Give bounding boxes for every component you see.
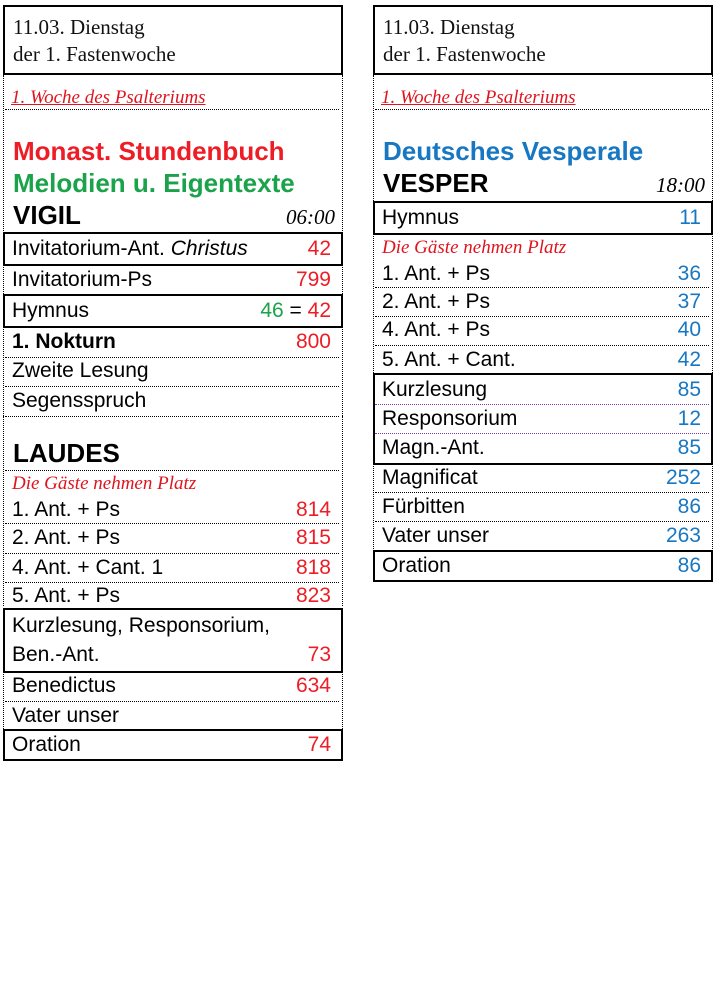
page-number: 86	[677, 554, 701, 577]
item-label: Hymnus	[12, 299, 90, 322]
item-label: 1. Ant. + Ps	[12, 498, 120, 521]
equals-sign: =	[283, 299, 308, 322]
divider	[342, 326, 343, 416]
page-number: 46	[260, 299, 284, 322]
item-label: Segensspruch	[12, 389, 147, 412]
page-number: 12	[677, 407, 701, 430]
divider	[5, 701, 339, 702]
page-number: 11	[679, 206, 701, 229]
divider	[3, 264, 4, 294]
page-number: 42	[677, 348, 701, 371]
divider	[5, 523, 339, 524]
divider	[342, 75, 343, 235]
divider	[373, 463, 374, 553]
source-title: Deutsches Vesperale	[383, 136, 644, 166]
item-label: Vater unser	[12, 704, 119, 727]
divider	[375, 109, 709, 110]
page-number: 634	[295, 674, 331, 697]
page-number: 42	[307, 299, 331, 322]
page-number: 263	[665, 524, 701, 547]
item-label: Benedictus	[12, 674, 116, 697]
item-label: Oration	[382, 554, 451, 577]
source-subtitle: Melodien u. Eigentexte	[13, 168, 295, 198]
page-number: 74	[307, 733, 331, 756]
hour-title-laudes: LAUDES	[13, 438, 120, 468]
psalter-week: 1. Woche des Psalteriums	[11, 87, 206, 108]
hour-title-vesper: VESPER	[383, 168, 489, 198]
divider	[5, 386, 339, 387]
divider	[5, 582, 339, 583]
divider	[712, 233, 713, 373]
divider	[375, 345, 709, 346]
divider	[3, 671, 4, 731]
divider	[342, 671, 343, 731]
item-label: Kurzlesung, Responsorium,	[12, 614, 270, 637]
divider	[373, 75, 374, 203]
date-line: 11.03. Dienstag	[13, 15, 145, 39]
divider	[373, 233, 374, 373]
item-label: Vater unser	[382, 524, 489, 547]
item-label: Kurzlesung	[382, 378, 488, 401]
item-label: 2. Ant. + Ps	[382, 290, 490, 313]
page-number: 815	[295, 526, 331, 549]
divider	[5, 109, 339, 110]
page-number: 73	[307, 643, 331, 666]
divider	[5, 470, 339, 471]
divider	[3, 75, 4, 235]
page-number: 85	[677, 436, 701, 459]
item-label: 4. Ant. + Cant. 1	[12, 556, 164, 579]
divider	[375, 433, 709, 434]
item-label: Zweite Lesung	[12, 359, 149, 382]
week-line: der 1. Fastenwoche	[383, 42, 546, 66]
page-number: 252	[665, 466, 701, 489]
item-label: 1. Nokturn	[12, 330, 116, 353]
hour-time: 18:00	[656, 173, 705, 197]
item-label: Magn.-Ant.	[382, 436, 485, 459]
page-number: 40	[677, 318, 701, 341]
item-label-italic: Christus	[170, 237, 248, 260]
page-number: 818	[295, 556, 331, 579]
page-number: 823	[295, 584, 331, 607]
page-number: 36	[677, 262, 701, 285]
divider	[5, 416, 339, 417]
source-title: Monast. Stundenbuch	[13, 136, 285, 166]
item-label: Magnificat	[382, 466, 478, 489]
item-label: Responsorium	[382, 407, 518, 430]
page-number: 800	[295, 330, 331, 353]
divider	[375, 316, 709, 317]
divider	[375, 492, 709, 493]
divider	[342, 264, 343, 294]
divider	[712, 463, 713, 553]
week-line: der 1. Fastenwoche	[13, 42, 176, 66]
psalter-week: 1. Woche des Psalteriums	[381, 87, 576, 108]
item-label: Invitatorium-Ps	[12, 268, 153, 291]
divider	[342, 416, 343, 606]
hour-title-vigil: VIGIL	[13, 200, 81, 230]
guest-note: Die Gäste nehmen Platz	[12, 473, 197, 494]
item-label: Hymnus	[382, 206, 460, 229]
divider	[3, 416, 4, 606]
divider	[712, 75, 713, 203]
divider	[375, 521, 709, 522]
item-label: 4. Ant. + Ps	[382, 318, 490, 341]
divider	[5, 357, 339, 358]
date-line: 11.03. Dienstag	[383, 15, 515, 39]
item-label: 2. Ant. + Ps	[12, 526, 120, 549]
item-label: 1. Ant. + Ps	[382, 262, 490, 285]
page-number: 86	[677, 495, 701, 518]
item-label: Ben.-Ant.	[12, 643, 100, 666]
divider	[3, 326, 4, 416]
divider	[5, 553, 339, 554]
page-number: 85	[677, 378, 701, 401]
item-label: 5. Ant. + Cant.	[382, 348, 516, 371]
divider	[375, 404, 709, 405]
divider	[375, 287, 709, 288]
item-label: Invitatorium-Ant.	[12, 237, 171, 260]
page-number: 814	[295, 498, 331, 521]
page-number: 37	[677, 290, 701, 313]
item-label: 5. Ant. + Ps	[12, 584, 120, 607]
item-label: Fürbitten	[382, 495, 465, 518]
item-label: Oration	[12, 733, 81, 756]
date-box	[373, 5, 713, 75]
guest-note: Die Gäste nehmen Platz	[382, 237, 567, 258]
page-number: 799	[295, 268, 331, 291]
date-box	[3, 5, 343, 75]
hour-time: 06:00	[286, 205, 335, 229]
page-number: 42	[307, 237, 331, 260]
